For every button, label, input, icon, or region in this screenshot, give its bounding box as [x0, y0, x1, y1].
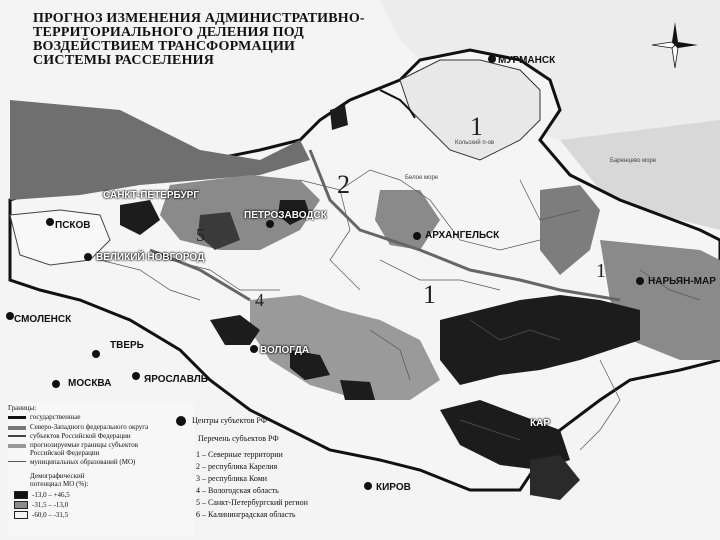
title-line-4: СИСТЕМЫ РАССЕЛЕНИЯ: [33, 53, 215, 68]
region-number-1-center: 1: [423, 280, 436, 309]
dark-region-kirov-edge: [530, 455, 580, 500]
legend-forecast-2-text: Российской Федерации: [30, 449, 100, 457]
legend-forecast-2: [30, 449, 99, 457]
city-marker-yaroslavl: [132, 372, 140, 380]
legend-demo-title: [30, 472, 84, 480]
legend-centers: [176, 416, 267, 426]
legend-state: [8, 413, 80, 421]
city-label-moscow: МОСКВА: [68, 378, 112, 389]
city-label-yaroslavl: ЯРОСЛАВЛЬ: [144, 374, 208, 385]
legend-centers-text: Центры субъектов РФ: [192, 416, 268, 425]
legend-range-3-swatch: [14, 511, 28, 519]
title-line-3: ВОЗДЕЙСТВИЕМ ТРАНСФОРМАЦИИ: [33, 39, 296, 54]
legend-item-1: 1 – Северные территории: [196, 450, 283, 459]
city-marker-smolensk: [6, 312, 14, 320]
legend-list-title: Перечень субъектов РФ: [198, 434, 279, 443]
city-marker-naryan-mar: [636, 277, 644, 285]
legend-range-2-swatch: [14, 501, 28, 509]
legend-range-2: [14, 501, 68, 509]
legend-item-6: 6 – Калининградская область: [196, 510, 296, 519]
city-marker-kirov: [364, 482, 372, 490]
city-marker-arkhangelsk: [413, 232, 421, 240]
legend-nwfd-text: Северо-Западного федерального округа: [30, 423, 149, 431]
city-label-murmansk: МУРМАНСК: [498, 55, 556, 66]
city-marker-moscow: [52, 380, 60, 388]
city-label-tver: ТВЕРЬ: [110, 340, 144, 351]
legend-state-line: [8, 416, 26, 419]
legend-range-1-swatch: [14, 491, 28, 499]
title-line-1: ПРОГНОЗ ИЗМЕНЕНИЯ АДМИНИСТРАТИВНО-: [33, 11, 365, 26]
city-label-pskov: ПСКОВ: [55, 220, 91, 231]
legend-subjects-line: [8, 435, 26, 437]
legend-borders: [8, 402, 194, 536]
legend-subjects-text: субъектов Российской Федерации: [30, 432, 131, 440]
city-marker-petrozavodsk: [266, 220, 274, 228]
legend-range-3: [14, 511, 68, 519]
legend-subjects: [8, 432, 131, 440]
city-marker-pskov: [46, 218, 54, 226]
city-marker-murmansk: [488, 55, 496, 63]
region-number-2: 2: [337, 170, 350, 199]
legend-range-1-text: -13,0 – +46,5: [32, 491, 70, 499]
city-label-kirov: КИРОВ: [376, 482, 411, 493]
legend-forecast-text: прогнозируемые границы субъектов: [30, 441, 139, 449]
city-label-arkhangelsk: АРХАНГЕЛЬСК: [425, 230, 500, 241]
legend-demo-title-2-text: потенциал МО (%):: [30, 480, 89, 488]
white-sea-label: Белое море: [405, 175, 439, 181]
city-label-petrozavodsk: ПЕТРОЗАВОДСК: [244, 210, 327, 221]
city-marker-novgorod: [84, 253, 92, 261]
legend-forecast: [8, 441, 138, 449]
legend-mo-text: муниципальных образований (МО): [30, 458, 136, 466]
legend-demo-title-2: [30, 480, 88, 488]
city-label-syktyvkar: КАР: [530, 418, 550, 429]
legend-borders-title-text: Границы:: [8, 404, 37, 412]
city-label-vologda: ВОЛОГДА: [260, 345, 310, 356]
city-marker-tver: [92, 350, 100, 358]
region-number-4: 4: [255, 290, 264, 310]
compass-rose-icon: [650, 20, 700, 70]
legend-nwfd-line: [8, 426, 26, 430]
legend-range-2-text: -31,5 – -13,0: [32, 501, 69, 509]
city-marker-vologda: [250, 345, 258, 353]
legend-item-3: 3 – республика Коми: [196, 474, 268, 483]
title-line-2: ТЕРРИТОРИАЛЬНОГО ДЕЛЕНИЯ ПОД: [33, 25, 304, 40]
city-label-smolensk: СМОЛЕНСК: [14, 314, 72, 325]
legend-borders-title: [8, 404, 36, 412]
kola-peninsula-label: Кольский п-ов: [455, 140, 495, 146]
legend-item-5: 5 – Санкт-Петербургский регион: [196, 498, 308, 507]
dark-region-vologda3: [340, 380, 375, 400]
legend-state-text: государственные: [30, 413, 81, 421]
region-number-1-north: 1: [470, 112, 483, 141]
legend-nwfd: [8, 423, 148, 431]
map-title: [33, 12, 373, 68]
region-number-5: 5: [196, 225, 205, 245]
legend-centers-dot: [176, 416, 186, 426]
region-number-1-east: 1: [596, 260, 606, 282]
legend-forecast-line: [8, 444, 26, 448]
legend-item-4: 4 – Вологодская область: [196, 486, 279, 495]
legend-mo-line: [8, 461, 26, 462]
legend-mo: [8, 458, 135, 466]
legend-item-2: 2 – республика Карелия: [196, 462, 278, 471]
barents-sea-label: Баренцево море: [610, 158, 657, 164]
legend-demo-title-text: Демографический: [30, 472, 85, 480]
city-label-naryan-mar: НАРЬЯН-МАР: [648, 276, 716, 287]
legend-range-1: [14, 491, 70, 499]
legend-range-3-text: -60,0 – -31,5: [32, 511, 69, 519]
city-label-spb: САНКТ-ПЕТЕРБУРГ: [103, 190, 200, 201]
city-label-novgorod: ВЕЛИКИЙ НОВГОРОД: [96, 252, 205, 263]
